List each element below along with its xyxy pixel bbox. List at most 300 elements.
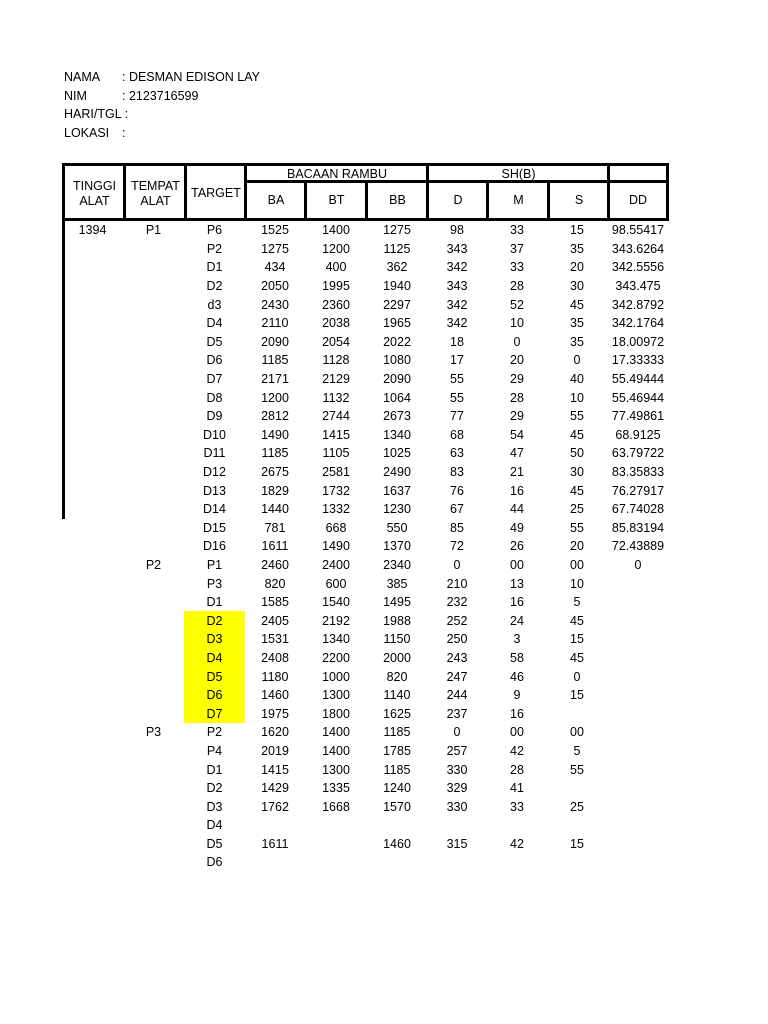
m-cell: 42 — [510, 836, 524, 851]
bt-cell: 2744 — [322, 409, 350, 424]
s-cell: 0 — [573, 669, 581, 684]
bb-cell: 1025 — [383, 446, 411, 461]
bt-cell: 1300 — [322, 762, 350, 777]
s-cell: 55 — [570, 762, 584, 777]
m-cell: 33 — [510, 260, 524, 275]
bt-cell: 1732 — [322, 483, 350, 498]
s-cell: 10 — [570, 576, 584, 591]
dd-cell: 83.35833 — [611, 465, 665, 480]
target-cell: P3 — [206, 576, 223, 591]
m-cell: 16 — [510, 483, 524, 498]
table-row — [62, 426, 669, 445]
bt-cell: 2581 — [322, 465, 350, 480]
ba-cell: 1200 — [261, 390, 289, 405]
tempat-alat-cell: P3 — [145, 725, 162, 740]
bb-cell: 1495 — [383, 595, 411, 610]
m-cell: 37 — [510, 241, 524, 256]
dd-cell: 343.475 — [615, 279, 661, 294]
d-cell: 342 — [446, 316, 468, 331]
table-row — [62, 816, 669, 835]
bb-cell: 1230 — [383, 502, 411, 517]
bt-cell: 1995 — [322, 279, 350, 294]
m-cell: 00 — [510, 725, 524, 740]
table-row — [62, 760, 669, 779]
bt-cell: 1300 — [322, 688, 350, 703]
m-cell: 52 — [510, 297, 524, 312]
d-cell: 237 — [446, 706, 468, 721]
info-row-nama — [64, 68, 260, 87]
ba-cell: 1525 — [261, 223, 289, 238]
bb-cell: 1940 — [383, 279, 411, 294]
s-cell: 50 — [570, 446, 584, 461]
bb-cell: 1240 — [383, 781, 411, 796]
bt-cell: 1490 — [322, 539, 350, 554]
table-row — [62, 500, 669, 519]
bb-cell: 1988 — [383, 613, 411, 628]
m-cell: 47 — [510, 446, 524, 461]
d-cell: 77 — [450, 409, 464, 424]
ba-cell: 1531 — [261, 632, 289, 647]
bb-cell: 1080 — [383, 353, 411, 368]
ba-cell: 2019 — [261, 743, 289, 758]
s-cell: 0 — [573, 353, 581, 368]
s-cell: 15 — [570, 223, 584, 238]
d-cell: 17 — [450, 353, 464, 368]
s-cell: 45 — [570, 483, 584, 498]
bb-cell: 1064 — [383, 390, 411, 405]
table-row — [62, 481, 669, 500]
table-row — [62, 779, 669, 798]
table-row — [62, 853, 669, 872]
d-cell: 83 — [450, 465, 464, 480]
student-info — [64, 68, 260, 142]
m-cell: 28 — [510, 762, 524, 777]
tempat-alat-cell: P2 — [145, 557, 162, 572]
table-row — [62, 686, 669, 705]
ba-cell: 1275 — [261, 241, 289, 256]
s-cell: 20 — [570, 539, 584, 554]
bt-cell: 1668 — [322, 799, 350, 814]
table-row — [62, 649, 669, 668]
table-body — [62, 221, 669, 872]
target-cell: P4 — [206, 743, 223, 758]
table-row — [62, 537, 669, 556]
m-cell: 49 — [510, 520, 524, 535]
bt-cell: 1540 — [322, 595, 350, 610]
target-cell: D5 — [206, 836, 223, 851]
s-cell: 45 — [570, 427, 584, 442]
table-row — [62, 667, 669, 686]
target-cell: D1 — [206, 762, 223, 777]
s-cell: 5 — [573, 743, 581, 758]
d-cell: 252 — [446, 613, 468, 628]
ba-cell: 1975 — [261, 706, 289, 721]
ba-cell: 2050 — [261, 279, 289, 294]
target-cell: d3 — [207, 297, 222, 312]
ba-cell: 1762 — [261, 799, 289, 814]
bb-cell: 362 — [386, 260, 408, 275]
bt-cell: 2129 — [322, 372, 350, 387]
d-cell: 0 — [453, 557, 461, 572]
target-cell: D15 — [203, 520, 226, 535]
table-row — [62, 333, 669, 352]
s-cell: 30 — [570, 465, 584, 480]
m-cell: 16 — [510, 706, 524, 721]
target-cell: D3 — [184, 630, 245, 649]
d-cell: 68 — [450, 427, 464, 442]
target-cell: D6 — [206, 855, 223, 870]
d-cell: 342 — [446, 297, 468, 312]
m-cell: 26 — [510, 539, 524, 554]
s-cell: 45 — [570, 650, 584, 665]
table-row — [62, 444, 669, 463]
header-target: TARGET — [184, 163, 245, 221]
bt-cell: 1340 — [322, 632, 350, 647]
s-cell: 55 — [570, 520, 584, 535]
bb-cell: 2022 — [383, 334, 411, 349]
target-cell: D6 — [206, 353, 223, 368]
target-cell: D16 — [203, 539, 226, 554]
table-row — [62, 630, 669, 649]
bb-cell: 1625 — [383, 706, 411, 721]
ba-cell: 434 — [264, 260, 286, 275]
table-row — [62, 258, 669, 277]
s-cell: 45 — [570, 297, 584, 312]
tempat-alat-cell: P1 — [145, 223, 162, 238]
header-s: S — [547, 180, 608, 221]
table-row — [62, 519, 669, 538]
dd-cell: 98.55417 — [611, 223, 665, 238]
bt-cell: 400 — [325, 260, 347, 275]
dd-cell: 77.49861 — [611, 409, 665, 424]
s-cell: 5 — [573, 595, 581, 610]
ba-cell: 1185 — [261, 446, 289, 461]
ba-cell: 1829 — [261, 483, 289, 498]
dd-cell: 68.9125 — [615, 427, 661, 442]
s-cell: 00 — [570, 557, 584, 572]
bb-cell: 1785 — [383, 743, 411, 758]
ba-cell: 1415 — [261, 762, 289, 777]
info-label: HARI/TGL : — [64, 107, 129, 121]
bt-cell: 2192 — [322, 613, 350, 628]
d-cell: 244 — [446, 688, 468, 703]
s-cell: 25 — [570, 799, 584, 814]
target-cell: P2 — [206, 725, 223, 740]
ba-cell: 2675 — [261, 465, 289, 480]
table-row — [62, 463, 669, 482]
target-cell: D4 — [206, 818, 223, 833]
ba-cell: 2460 — [261, 557, 289, 572]
target-cell: P6 — [206, 223, 223, 238]
header-bt: BT — [304, 180, 366, 221]
bb-cell: 550 — [386, 520, 408, 535]
dd-cell: 17.33333 — [611, 353, 665, 368]
m-cell: 58 — [510, 650, 524, 665]
bt-cell: 1400 — [322, 223, 350, 238]
m-cell: 28 — [510, 279, 524, 294]
table-row — [62, 388, 669, 407]
d-cell: 232 — [446, 595, 468, 610]
d-cell: 210 — [446, 576, 468, 591]
target-cell: D8 — [206, 390, 223, 405]
s-cell: 15 — [570, 836, 584, 851]
m-cell: 42 — [510, 743, 524, 758]
table-row — [62, 593, 669, 612]
bb-cell: 1185 — [383, 725, 411, 740]
m-cell: 0 — [513, 334, 521, 349]
ba-cell: 2430 — [261, 297, 289, 312]
m-cell: 41 — [510, 781, 524, 796]
info-row-nim — [64, 87, 260, 106]
header-tempat-alat: TEMPAT ALAT — [123, 163, 185, 221]
table-row — [62, 704, 669, 723]
table-row — [62, 556, 669, 575]
info-row-hari-tgl — [64, 105, 260, 124]
target-cell: D2 — [184, 611, 245, 630]
m-cell: 13 — [510, 576, 524, 591]
dd-cell: 343.6264 — [611, 241, 665, 256]
table-row — [62, 574, 669, 593]
dd-cell: 55.46944 — [611, 390, 665, 405]
m-cell: 21 — [510, 465, 524, 480]
table-row — [62, 221, 669, 240]
header-bacaan-rambu: BACAAN RAMBU — [244, 163, 427, 183]
m-cell: 24 — [510, 613, 524, 628]
m-cell: 3 — [513, 632, 521, 647]
info-label: LOKASI — [64, 125, 110, 140]
ba-cell: 2171 — [261, 372, 289, 387]
bb-cell: 1965 — [383, 316, 411, 331]
table-row — [62, 611, 669, 630]
m-cell: 10 — [510, 316, 524, 331]
table-row — [62, 723, 669, 742]
bt-cell: 2038 — [322, 316, 350, 331]
d-cell: 247 — [446, 669, 468, 684]
d-cell: 243 — [446, 650, 468, 665]
d-cell: 250 — [446, 632, 468, 647]
table-row — [62, 351, 669, 370]
d-cell: 329 — [446, 781, 468, 796]
ba-cell: 1180 — [261, 669, 289, 684]
s-cell: 35 — [570, 316, 584, 331]
bt-cell: 1128 — [322, 353, 350, 368]
ba-cell: 1490 — [261, 427, 289, 442]
header-d: D — [426, 180, 487, 221]
measurement-sheet — [62, 163, 669, 872]
s-cell: 00 — [570, 725, 584, 740]
s-cell: 10 — [570, 390, 584, 405]
ba-cell: 1585 — [261, 595, 289, 610]
bt-cell: 1132 — [322, 390, 350, 405]
m-cell: 28 — [510, 390, 524, 405]
s-cell: 30 — [570, 279, 584, 294]
bb-cell: 1637 — [383, 483, 411, 498]
header-ba: BA — [244, 180, 305, 221]
d-cell: 343 — [446, 241, 468, 256]
d-cell: 342 — [446, 260, 468, 275]
bb-cell: 1150 — [383, 632, 411, 647]
dd-cell: 18.00972 — [611, 334, 665, 349]
bt-cell: 1400 — [322, 725, 350, 740]
target-cell: D7 — [184, 704, 245, 723]
info-row-lokasi — [64, 124, 260, 143]
m-cell: 44 — [510, 502, 524, 517]
d-cell: 67 — [450, 502, 464, 517]
d-cell: 55 — [450, 390, 464, 405]
dd-cell: 63.79722 — [611, 446, 665, 461]
ba-cell: 2110 — [261, 316, 289, 331]
header-bb: BB — [365, 180, 427, 221]
bb-cell: 1460 — [383, 836, 411, 851]
s-cell: 45 — [570, 613, 584, 628]
m-cell: 29 — [510, 409, 524, 424]
ba-cell: 1611 — [261, 836, 289, 851]
m-cell: 33 — [510, 223, 524, 238]
bb-cell: 1370 — [383, 539, 411, 554]
d-cell: 72 — [450, 539, 464, 554]
bt-cell: 1415 — [322, 427, 350, 442]
ba-cell: 1440 — [261, 502, 289, 517]
table-header — [62, 163, 669, 221]
m-cell: 9 — [513, 688, 521, 703]
m-cell: 29 — [510, 372, 524, 387]
bb-cell: 2490 — [383, 465, 411, 480]
d-cell: 55 — [450, 372, 464, 387]
target-cell: P2 — [206, 241, 223, 256]
d-cell: 63 — [450, 446, 464, 461]
ba-cell: 2408 — [261, 650, 289, 665]
ba-cell: 1429 — [261, 781, 289, 796]
s-cell: 55 — [570, 409, 584, 424]
bb-cell: 820 — [386, 669, 408, 684]
ba-cell: 781 — [264, 520, 286, 535]
d-cell: 315 — [446, 836, 468, 851]
target-cell: D14 — [203, 502, 226, 517]
bt-cell: 1400 — [322, 743, 350, 758]
table-row — [62, 295, 669, 314]
bb-cell: 1570 — [383, 799, 411, 814]
header-m: M — [486, 180, 548, 221]
bb-cell: 1125 — [383, 241, 411, 256]
ba-cell: 2405 — [261, 613, 289, 628]
target-cell: D1 — [206, 595, 223, 610]
target-cell: D2 — [206, 781, 223, 796]
bt-cell: 1105 — [322, 446, 350, 461]
bb-cell: 1140 — [383, 688, 411, 703]
info-label: NAMA — [64, 70, 101, 84]
table-row — [62, 314, 669, 333]
bt-cell: 2054 — [322, 334, 350, 349]
info-value: : 2123716599 — [122, 88, 199, 103]
bb-cell: 1340 — [383, 427, 411, 442]
header-dd: DD — [607, 180, 669, 221]
s-cell: 15 — [570, 632, 584, 647]
ba-cell: 1620 — [261, 725, 289, 740]
target-cell: D1 — [206, 260, 223, 275]
target-cell: D4 — [184, 649, 245, 668]
m-cell: 00 — [510, 557, 524, 572]
m-cell: 46 — [510, 669, 524, 684]
target-cell: P1 — [206, 557, 223, 572]
bt-cell: 1200 — [322, 241, 350, 256]
info-label: NIM — [64, 88, 87, 103]
ba-cell: 2812 — [261, 409, 289, 424]
bb-cell: 2000 — [383, 650, 411, 665]
table-row — [62, 370, 669, 389]
target-cell: D12 — [203, 465, 226, 480]
m-cell: 54 — [510, 427, 524, 442]
table-row — [62, 742, 669, 761]
d-cell: 98 — [450, 223, 464, 238]
s-cell: 25 — [570, 502, 584, 517]
target-cell: D5 — [206, 334, 223, 349]
s-cell: 35 — [570, 334, 584, 349]
bb-cell: 2673 — [383, 409, 411, 424]
d-cell: 76 — [450, 483, 464, 498]
d-cell: 330 — [446, 799, 468, 814]
bt-cell: 2400 — [322, 557, 350, 572]
s-cell: 20 — [570, 260, 584, 275]
d-cell: 0 — [453, 725, 461, 740]
table-row — [62, 240, 669, 259]
bt-cell: 1000 — [322, 669, 350, 684]
ba-cell: 1185 — [261, 353, 289, 368]
d-cell: 343 — [446, 279, 468, 294]
target-cell: D6 — [184, 686, 245, 705]
m-cell: 33 — [510, 799, 524, 814]
d-cell: 18 — [450, 334, 464, 349]
dd-cell: 85.83194 — [611, 520, 665, 535]
target-cell: D4 — [206, 316, 223, 331]
bt-cell: 1335 — [322, 781, 350, 796]
d-cell: 330 — [446, 762, 468, 777]
s-cell: 15 — [570, 688, 584, 703]
bt-cell: 2360 — [322, 297, 350, 312]
table-row — [62, 835, 669, 854]
m-cell: 20 — [510, 353, 524, 368]
table-row — [62, 797, 669, 816]
header-shb: SH(B) — [426, 163, 608, 183]
header-tinggi-alat: TINGGI ALAT — [62, 163, 124, 221]
bb-cell: 2340 — [383, 557, 411, 572]
info-value: : DESMAN EDISON LAY — [122, 70, 260, 84]
ba-cell: 1611 — [261, 539, 289, 554]
table-row — [62, 277, 669, 296]
target-cell: D5 — [184, 667, 245, 686]
tinggi-alat-cell: 1394 — [78, 223, 107, 238]
target-cell: D10 — [203, 427, 226, 442]
bt-cell: 1800 — [322, 706, 350, 721]
bt-cell: 2200 — [322, 650, 350, 665]
dd-cell: 342.1764 — [611, 316, 665, 331]
dd-cell: 76.27917 — [611, 483, 665, 498]
d-cell: 85 — [450, 520, 464, 535]
m-cell: 16 — [510, 595, 524, 610]
ba-cell: 820 — [264, 576, 286, 591]
bb-cell: 2090 — [383, 372, 411, 387]
bb-cell: 385 — [386, 576, 408, 591]
bt-cell: 1332 — [322, 502, 350, 517]
target-cell: D7 — [206, 372, 223, 387]
target-cell: D2 — [206, 279, 223, 294]
d-cell: 257 — [446, 743, 468, 758]
target-cell: D9 — [206, 409, 223, 424]
target-cell: D13 — [203, 483, 226, 498]
ba-cell: 2090 — [261, 334, 289, 349]
bb-cell: 2297 — [383, 297, 411, 312]
info-value: : — [122, 125, 126, 140]
ba-cell: 1460 — [261, 688, 289, 703]
